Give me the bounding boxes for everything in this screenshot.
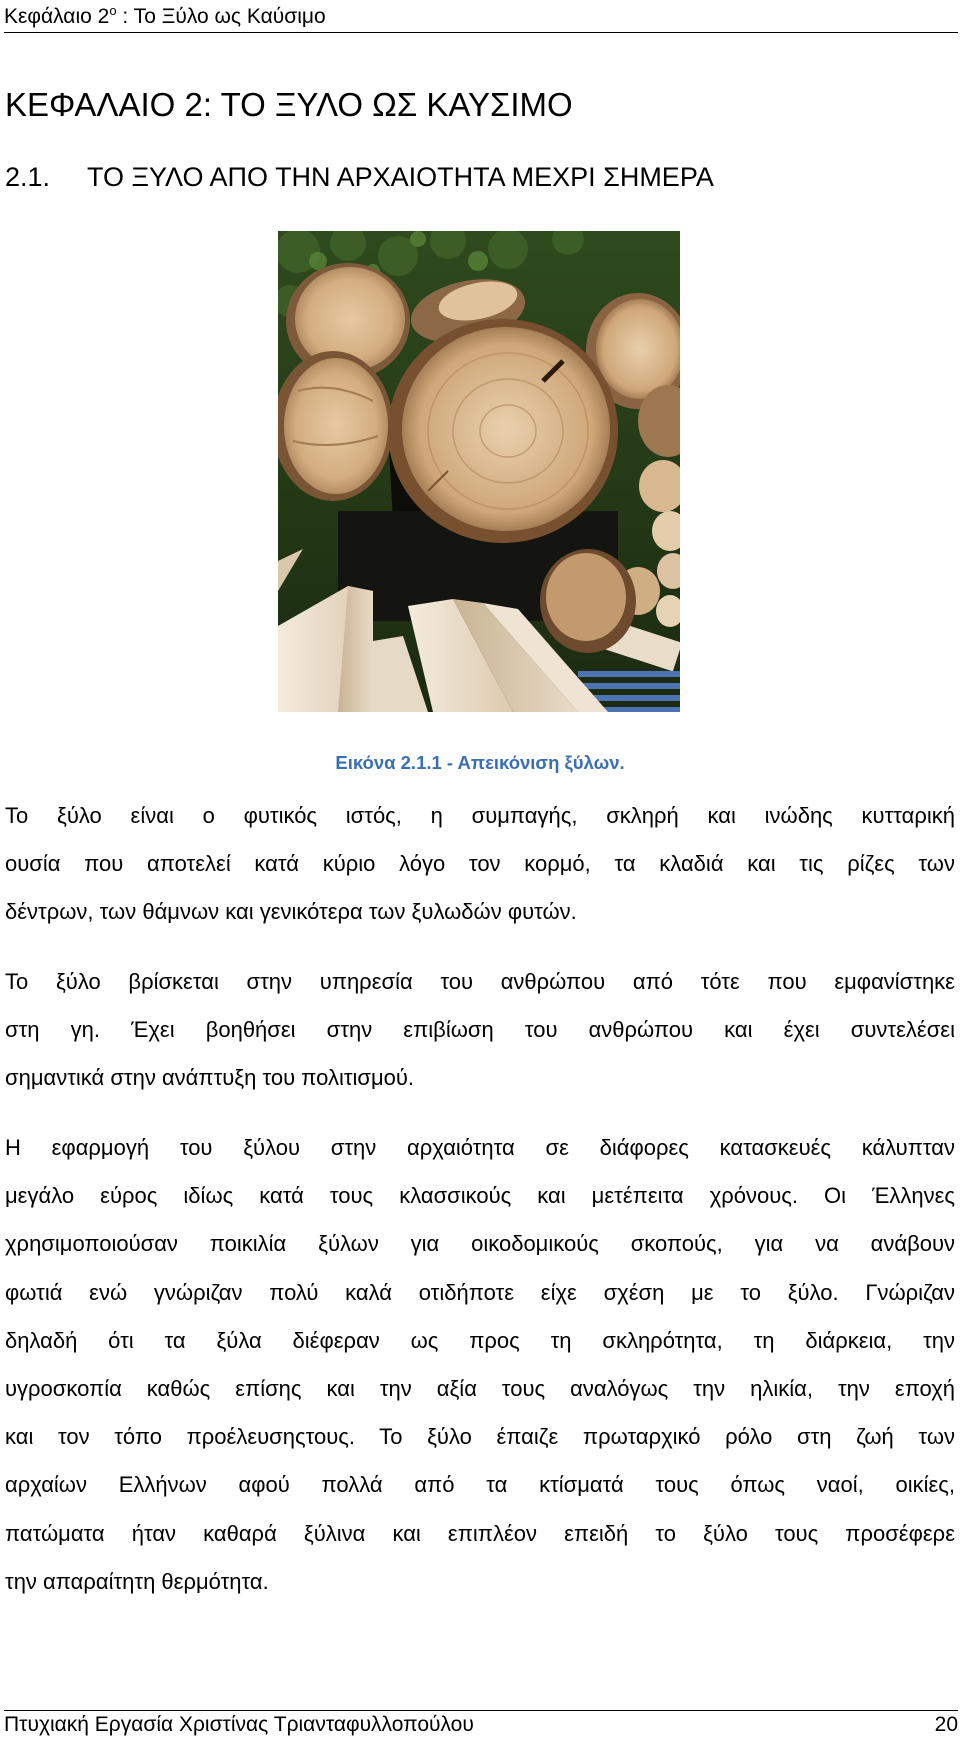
paragraph-line: δηλαδή ότι τα ξύλα διέφεραν ως προς τη σκληρότητα, τη διάρκεια, την [5,1327,955,1353]
section-heading [5,158,714,196]
paragraph-line: την απαραίτητη θερμότητα. [5,1568,269,1594]
paragraph-line: αρχαίων Ελλήνων αφού πολλά από τα κτίσματά τους όπως ναοί, οικίες, [5,1472,955,1498]
footer-author: Πτυχιακή Εργασία Χριστίνας Τριανταφυλλοπούλου [4,1713,474,1736]
running-header-superscript: ο [109,3,117,18]
paragraph-line: χρησιμοποιούσαν ποικιλία ξύλων για οικοδομικούς σκοπούς, για να ανάβουν [5,1231,955,1257]
running-header-prefix: Κεφάλαιο 2 [4,5,110,28]
paragraph-2 [5,958,955,1103]
section-title: ΤΟ ΞΥΛΟ ΑΠΟ ΤΗΝ ΑΡΧΑΙΟΤΗΤΑ ΜΕΧΡΙ ΣΗΜΕΡΑ [87,162,714,192]
page-number: 20 [934,1713,958,1736]
figure-caption: Εικόνα 2.1.1 - Απεικόνιση ξύλων. [335,752,625,773]
paragraph-3 [5,1124,955,1606]
paragraph-line: Το ξύλο είναι ο φυτικός ιστός, η συμπαγής, σκληρή και ινώδης κυτταρική [5,803,955,828]
paragraph-line: στη γη. Έχει βοηθήσει στην επιβίωση του ανθρώπου και έχει συντελέσει [5,1017,955,1043]
paragraph-line: και τον τόπο προέλευσηςτους. Το ξύλο έπαιζε πρωταρχικό ρόλο στη ζωή των [5,1424,955,1450]
running-header [4,2,958,33]
page-footer [4,1710,958,1739]
running-header-suffix: : Το Ξύλο ως Καύσιμο [116,5,326,28]
section-number: 2.1. [5,162,51,192]
paragraph-line: μεγάλο εύρος ιδίως κατά τους κλασσικούς και μετέπειτα χρόνους. Οι Έλληνες [5,1183,955,1209]
paragraph-line: φωτιά ενώ γνώριζαν πολύ καλά οτιδήποτε είχε σχέση με το ξύλο. Γνώριζαν [5,1279,955,1305]
paragraph-1 [5,792,955,937]
paragraph-line: δέντρων, των θάμνων και γενικότερα των ξυλωδών φυτών. [5,899,577,925]
wood-logs-illustration [278,231,680,712]
paragraph-line: Η εφαρμογή του ξύλου στην αρχαιότητα σε διάφορες κατασκευές κάλυπταν [5,1135,955,1160]
paragraph-line: Το ξύλο βρίσκεται στην υπηρεσία του ανθρώπου από τότε που εμφανίστηκε [5,969,955,994]
paragraph-line: υγροσκοπία καθώς επίσης και την αξία τους αναλόγως την ηλικία, την εποχή [5,1376,955,1402]
paragraph-line: σημαντικά στην ανάπτυξη του πολιτισμού. [5,1065,415,1091]
paragraph-line: πατώματα ήταν καθαρά ξύλινα και επιπλέον επειδή το ξύλο τους προσέφερε [5,1520,955,1546]
figure-wood-logs-photo [278,231,680,712]
chapter-title: ΚΕΦΑΛΑΙΟ 2: ΤΟ ΞΥΛΟ ΩΣ ΚΑΥΣΙΜΟ [5,86,573,123]
paragraph-line: ουσία που αποτελεί κατά κύριο λόγο τον κορμό, τα κλαδιά και τις ρίζες των [5,851,955,877]
